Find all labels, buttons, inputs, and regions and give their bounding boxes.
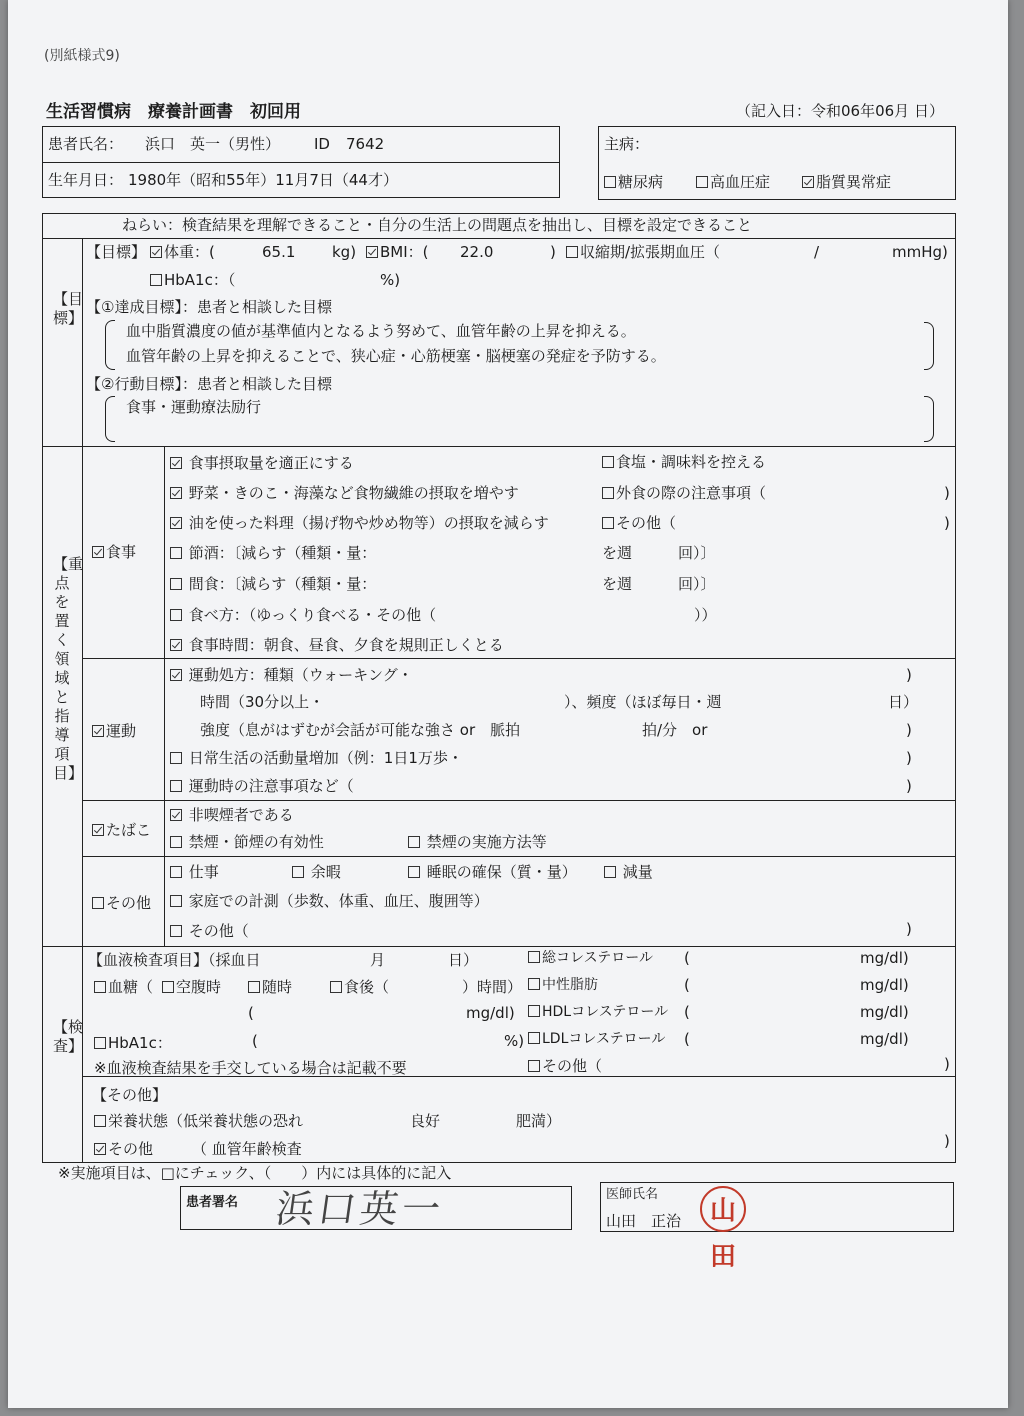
paren-close: ) xyxy=(906,920,912,938)
checkbox-checked[interactable] xyxy=(92,725,104,737)
tobacco-item-1[interactable]: 非喫煙者である xyxy=(170,808,294,823)
page-title: 生活習慣病 療養計画書 初回用 xyxy=(46,102,301,122)
patient-signature: 浜口英一 xyxy=(272,1187,448,1231)
form-code: (別紙様式9) xyxy=(44,48,120,64)
exam-note: ※血液検査結果を手交している場合は記載不要 xyxy=(94,1059,407,1077)
checkbox[interactable] xyxy=(170,866,182,878)
tobacco-label[interactable]: たばこ xyxy=(92,823,151,838)
checkbox-checked[interactable] xyxy=(170,457,182,469)
doctor-name: 山田 正治 xyxy=(606,1212,682,1230)
checkbox[interactable] xyxy=(330,981,342,993)
doctor-label: 医師氏名 xyxy=(606,1187,659,1202)
paren-open: ( xyxy=(684,976,690,994)
checkbox[interactable] xyxy=(150,274,162,286)
paren-close: ) xyxy=(944,1132,950,1150)
checkbox[interactable] xyxy=(94,1037,106,1049)
sugar-field[interactable]: 血糖（ xyxy=(94,980,153,995)
lipid-hdl[interactable]: HDLコレステロール xyxy=(528,1005,668,1019)
disease-option-diabetes[interactable]: 糖尿病 xyxy=(604,175,663,190)
checkbox[interactable] xyxy=(248,981,260,993)
postmeal-hours: ）時間） xyxy=(462,978,523,996)
bp-unit: mmHg) xyxy=(892,243,948,261)
other-sleep[interactable]: 睡眠の確保（質・量） xyxy=(408,865,577,880)
footer-note: ※実施項目は、□にチェック、（ ）内には具体的に記入 xyxy=(58,1164,452,1182)
checkbox-checked[interactable] xyxy=(150,246,162,258)
other-home[interactable]: 家庭での計測（歩数、体重、血圧、腹囲等） xyxy=(170,894,489,909)
goal1-line-1: 血中脂質濃度の値が基準値内となるよう努めて、血管年齢の上昇を抑える。 xyxy=(126,322,636,340)
unit: mg/dl) xyxy=(860,1003,909,1021)
checkbox[interactable] xyxy=(566,246,578,258)
other-other[interactable]: その他（ xyxy=(170,924,249,939)
weight-unit: kg) xyxy=(332,243,357,261)
checkbox[interactable] xyxy=(408,866,420,878)
focus-section-label: 【重点を置く領域と指導項目】 xyxy=(53,555,84,782)
paren-open: ( xyxy=(252,1032,258,1050)
paren-open: ( xyxy=(684,1030,690,1048)
diet-item-7[interactable]: 食事時間：朝食、昼食、夕食を規則正しくとる xyxy=(170,638,504,653)
diet-right-1[interactable]: 食塩・調味料を控える xyxy=(602,455,766,470)
paren-close: ) xyxy=(906,721,912,739)
checkbox-checked[interactable] xyxy=(366,246,378,258)
checkbox[interactable] xyxy=(170,895,182,907)
blood-day: 日） xyxy=(448,951,479,969)
checkbox[interactable] xyxy=(170,836,182,848)
bmi-close: ) xyxy=(550,243,556,261)
other-leisure[interactable]: 余暇 xyxy=(292,865,341,880)
checkbox[interactable] xyxy=(94,981,106,993)
goal1-line-2: 血管年齢の上昇を抑えることで、狭心症・心筋梗塞・脳梗塞の発症を予防する。 xyxy=(126,347,666,365)
checkbox[interactable] xyxy=(408,836,420,848)
checkbox[interactable] xyxy=(602,517,614,529)
goals-header: 【目標】 xyxy=(86,243,147,261)
alcohol-times: 回）〕 xyxy=(678,544,716,562)
goal2-line: 食事・運動療法励行 xyxy=(126,398,262,416)
checkbox[interactable] xyxy=(602,456,614,468)
postmeal-field[interactable]: 食後（ xyxy=(330,980,389,995)
patient-name-label: 患者氏名： xyxy=(48,135,124,153)
checkbox-checked[interactable] xyxy=(170,669,182,681)
dob: 1980年（昭和55年）11月7日（44才） xyxy=(128,171,398,189)
goal2-header: 【②行動目標】：患者と相談した目標 xyxy=(86,375,332,393)
checkbox[interactable] xyxy=(170,609,182,621)
exercise-caution[interactable]: 運動時の注意事項など（ xyxy=(170,779,354,794)
hba1c-unit: %) xyxy=(504,1032,525,1050)
aim-text: ねらい：検査結果を理解できること・自分の生活上の問題点を抽出し、目標を設定できること xyxy=(122,216,753,234)
diet-label[interactable]: 食事 xyxy=(92,545,136,560)
diet-item-4[interactable]: 節酒：〔減らす（種類・量： xyxy=(170,546,376,561)
goals-section-label: 【目標】 xyxy=(53,290,84,327)
checkbox[interactable] xyxy=(170,925,182,937)
other-label[interactable]: その他 xyxy=(92,896,151,911)
bp-field[interactable]: 収縮期/拡張期血圧（ xyxy=(566,245,720,260)
checkbox[interactable] xyxy=(170,752,182,764)
bmi-field[interactable]: BMI：( xyxy=(366,245,429,260)
checkbox-checked[interactable] xyxy=(92,824,104,836)
diet-item-2[interactable]: 野菜・きのこ・海藻など食物繊維の摂取を増やす xyxy=(170,486,519,501)
diet-item-5[interactable]: 間食：〔減らす（種類・量： xyxy=(170,577,376,592)
paren-close: ) xyxy=(944,484,950,502)
patient-sign-label: 患者署名 xyxy=(186,1195,239,1210)
hba1c-field[interactable]: HbA1c： xyxy=(94,1036,172,1051)
patient-id-label: ID xyxy=(314,135,330,153)
checkbox[interactable] xyxy=(604,176,616,188)
tobacco-item-2[interactable]: 禁煙・節煙の有効性 xyxy=(170,835,324,850)
nutrition-field[interactable]: 栄養状態（低栄養状態の恐れ xyxy=(94,1114,303,1129)
paren-open: ( xyxy=(684,949,690,967)
tobacco-item-3[interactable]: 禁煙の実施方法等 xyxy=(408,835,547,850)
unit: mg/dl) xyxy=(860,949,909,967)
nutrition-obese: 肥満） xyxy=(516,1112,562,1130)
lipid-tg[interactable]: 中性脂肪 xyxy=(528,978,598,992)
exercise-daily[interactable]: 日常生活の活動量増加（例：1日1万歩・ xyxy=(170,751,463,766)
nutrition-good: 良好 xyxy=(410,1112,441,1130)
exercise-freq: ）、頻度（ほぼ毎日・週 xyxy=(564,693,722,711)
checkbox[interactable] xyxy=(170,780,182,792)
exercise-label[interactable]: 運動 xyxy=(92,724,136,739)
sugar-unit: mg/dl) xyxy=(466,1004,515,1022)
blood-month: 月 xyxy=(370,951,386,969)
checkbox-checked[interactable] xyxy=(170,809,182,821)
entry-date: （記入日：令和06年06月 日） xyxy=(736,102,944,120)
checkbox[interactable] xyxy=(92,897,104,909)
diet-right-3[interactable]: その他（ xyxy=(602,516,676,531)
lipid-total[interactable]: 総コレステロール xyxy=(528,951,653,965)
patient-id: 7642 xyxy=(346,135,385,153)
bmi-value: 22.0 xyxy=(460,243,494,261)
blood-header: 【血液検査項目】（採血日 xyxy=(88,951,261,969)
main-disease-label: 主病： xyxy=(604,135,650,153)
exam-other-field[interactable]: その他 xyxy=(94,1142,153,1157)
checkbox[interactable] xyxy=(528,951,540,963)
bp-slash: / xyxy=(814,243,820,261)
checkbox[interactable] xyxy=(528,1005,540,1017)
paren-close: ) xyxy=(944,1055,950,1073)
fasting-field[interactable]: 空腹時 xyxy=(162,980,221,995)
checkbox-checked[interactable] xyxy=(802,176,814,188)
paren-close: ) xyxy=(944,514,950,532)
exercise-intensity: 強度（息がはずむが会話が可能な強さ or 脈拍 xyxy=(200,721,521,739)
patient-name: 浜口 英一（男性） xyxy=(145,135,281,153)
doctor-seal: 山田 xyxy=(700,1186,746,1232)
diet-item-6[interactable]: 食べ方：（ゆっくり食べる・その他（ xyxy=(170,608,436,623)
paren-close: ) xyxy=(906,749,912,767)
paren-close: ) xyxy=(906,666,912,684)
checkbox-checked[interactable] xyxy=(94,1143,106,1155)
lipid-ldl[interactable]: LDLコレステロール xyxy=(528,1032,665,1046)
exam-other-value: （ 血管年齢検査 xyxy=(192,1140,302,1158)
snack-times: 回）〕 xyxy=(678,575,716,593)
snack-week: を週 xyxy=(602,575,633,593)
checkbox[interactable] xyxy=(528,1060,540,1072)
lipid-other[interactable]: その他（ xyxy=(528,1059,602,1074)
unit: mg/dl) xyxy=(860,1030,909,1048)
paren-open: ( xyxy=(248,1004,254,1022)
exercise-day: 日） xyxy=(888,693,919,711)
checkbox-checked[interactable] xyxy=(170,517,182,529)
checkbox[interactable] xyxy=(292,866,304,878)
weight-field[interactable]: 体重：( xyxy=(150,245,215,260)
checkbox-checked[interactable] xyxy=(170,639,182,651)
paren-close: ) xyxy=(906,777,912,795)
exam-section-label: 【検査】 xyxy=(53,1018,84,1055)
weight-value: 65.1 xyxy=(262,243,296,261)
diet-item-3[interactable]: 油を使った料理（揚げ物や炒め物等）の摂取を減らす xyxy=(170,516,549,531)
checkbox[interactable] xyxy=(94,1115,106,1127)
eating-close: ）） xyxy=(694,606,717,624)
checkbox[interactable] xyxy=(170,547,182,559)
exercise-time: 時間（30分以上・ xyxy=(200,693,325,711)
checkbox[interactable] xyxy=(162,981,174,993)
checkbox[interactable] xyxy=(604,866,616,878)
exercise-pulse-unit: 拍/分 or xyxy=(642,721,708,739)
hba1c-goal-unit: %) xyxy=(380,271,401,289)
alcohol-week: を週 xyxy=(602,544,633,562)
checkbox[interactable] xyxy=(528,1032,540,1044)
paren-open: ( xyxy=(684,1003,690,1021)
disease-option-dyslipidemia[interactable]: 脂質異常症 xyxy=(802,175,891,190)
hba1c-goal-field[interactable]: HbA1c：（ xyxy=(150,273,235,288)
other-work[interactable]: 仕事 xyxy=(170,865,219,880)
goal1-header: 【①達成目標】：患者と相談した目標 xyxy=(86,298,332,316)
dob-label: 生年月日： xyxy=(48,171,124,189)
exam-other-header: 【その他】 xyxy=(92,1086,168,1104)
checkbox-checked[interactable] xyxy=(170,487,182,499)
random-field[interactable]: 随時 xyxy=(248,980,292,995)
checkbox[interactable] xyxy=(528,978,540,990)
exercise-rx[interactable]: 運動処方：種類（ウォーキング・ xyxy=(170,668,413,683)
diet-right-2[interactable]: 外食の際の注意事項（ xyxy=(602,486,766,501)
checkbox[interactable] xyxy=(602,487,614,499)
disease-option-hypertension[interactable]: 高血圧症 xyxy=(696,175,770,190)
checkbox[interactable] xyxy=(696,176,708,188)
checkbox[interactable] xyxy=(170,578,182,590)
diet-item-1[interactable]: 食事摂取量を適正にする xyxy=(170,456,354,471)
checkbox-checked[interactable] xyxy=(92,546,104,558)
unit: mg/dl) xyxy=(860,976,909,994)
other-weightloss[interactable]: 減量 xyxy=(604,865,653,880)
